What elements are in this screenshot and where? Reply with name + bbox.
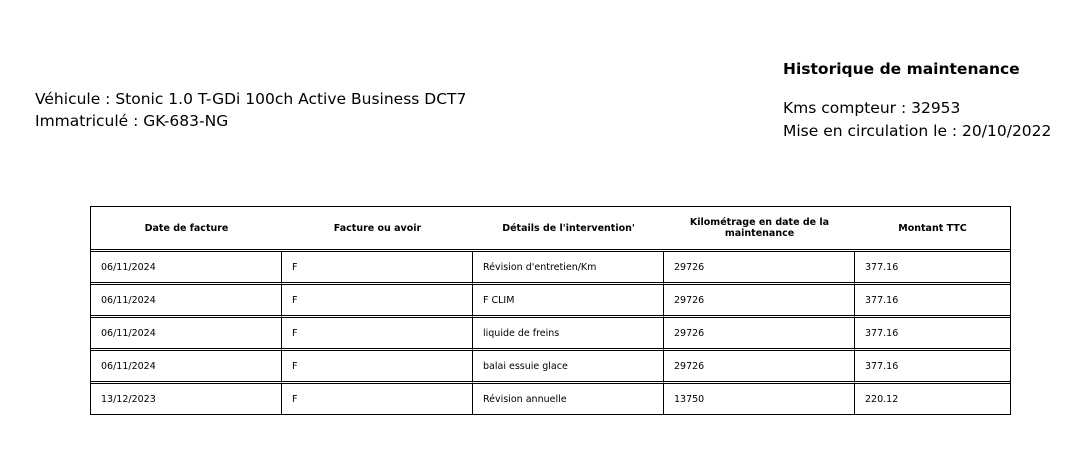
table-row [91,351,1010,384]
cell-invoice-date: 06/11/2024 [91,285,282,318]
vehicle-info [35,88,466,132]
cell-invoice-type: F [282,351,473,384]
odometer-reading: Kms compteur : 32953 [783,99,961,117]
cell-invoice-type: F [282,252,473,285]
cell-mileage: 29726 [664,351,855,384]
cell-intervention-details: liquide de freins [473,318,664,351]
cell-invoice-date: 06/11/2024 [91,351,282,384]
table-row [91,384,1010,414]
cell-amount: 377.16 [855,252,1010,285]
first-registration-date: Mise en circulation le : 20/10/2022 [783,122,1052,140]
column-header-invoice-date: Date de facture [91,207,282,252]
cell-intervention-details: Révision d'entretien/Km [473,252,664,285]
column-header-mileage: Kilométrage en date de la maintenance [664,207,855,252]
cell-invoice-date: 06/11/2024 [91,318,282,351]
cell-intervention-details: F CLIM [473,285,664,318]
cell-amount: 377.16 [855,318,1010,351]
column-header-invoice-type: Facture ou avoir [282,207,473,252]
cell-intervention-details: balai essuie glace [473,351,664,384]
maintenance-header [783,58,1051,143]
maintenance-title: Historique de maintenance [783,60,1020,78]
cell-invoice-date: 06/11/2024 [91,252,282,285]
vehicle-model: Véhicule : Stonic 1.0 T-GDi 100ch Active Business DCT7 [35,90,467,108]
cell-invoice-type: F [282,285,473,318]
table-row [91,318,1010,351]
table-header-row [91,207,1010,252]
maintenance-history-table [90,206,1011,415]
cell-intervention-details: Révision annuelle [473,384,664,414]
table-row [91,285,1010,318]
table-row [91,252,1010,285]
cell-invoice-type: F [282,318,473,351]
cell-invoice-type: F [282,384,473,414]
cell-invoice-date: 13/12/2023 [91,384,282,414]
cell-amount: 377.16 [855,351,1010,384]
cell-mileage: 13750 [664,384,855,414]
column-header-intervention-details: Détails de l'intervention' [473,207,664,252]
vehicle-registration: Immatriculé : GK-683-NG [35,112,229,130]
cell-amount: 377.16 [855,285,1010,318]
column-header-amount: Montant TTC [855,207,1010,252]
cell-mileage: 29726 [664,318,855,351]
cell-mileage: 29726 [664,252,855,285]
cell-amount: 220.12 [865,393,899,405]
cell-mileage: 29726 [664,285,855,318]
